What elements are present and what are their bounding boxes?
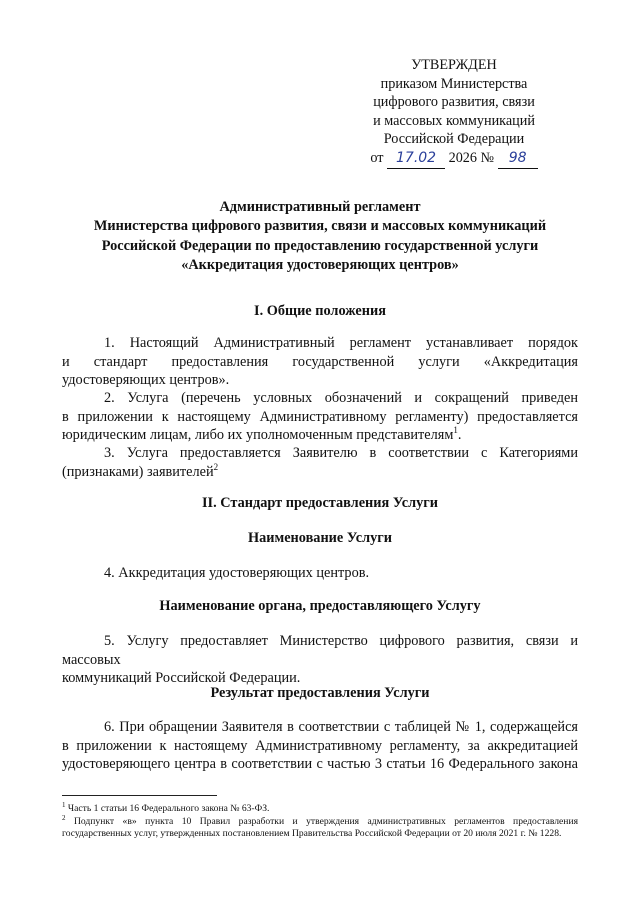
- title-line-4: «Аккредитация удостоверяющих центров»: [181, 257, 459, 274]
- footnote-ref-2: 2: [213, 461, 219, 472]
- approval-ministry-3: Российской Федерации: [383, 131, 525, 148]
- p5-line-2: коммуникаций Российской Федерации.: [62, 670, 301, 686]
- section-2-heading: II. Стандарт предоставления Услуги: [201, 495, 439, 511]
- handwritten-number: 98: [498, 149, 538, 169]
- footnote-ref-1: 1: [453, 425, 458, 436]
- paragraph-5: [62, 632, 578, 688]
- p1-line-3: удостоверяющих центров».: [62, 372, 230, 388]
- handwritten-date: 17.02: [387, 149, 445, 169]
- p6-line-3: удостоверяющего центра в соответствии с частью 3 статьи 16 Федерального закона: [62, 756, 578, 772]
- approval-year: 2026 №: [448, 149, 495, 166]
- approval-approved: УТВЕРЖДЕН: [411, 57, 497, 73]
- title-line-2: Министерства цифрового развития, связи и массовых коммуникаций: [93, 218, 547, 235]
- p1-line-2: и стандарт предоставления государственной услуги «Аккредитация: [62, 353, 578, 370]
- approval-block: [340, 56, 568, 169]
- document-title: [62, 198, 578, 276]
- paragraph-4: [62, 564, 578, 583]
- p3-line-1: 3. Услуга предоставляется Заявителю в соответствии с Категориями: [104, 445, 578, 461]
- footnote-1-text: Часть 1 статьи 16 Федерального закона № 63-ФЗ.: [67, 803, 270, 815]
- p3-line-2-text: (признаками) заявителей: [62, 463, 214, 480]
- heading-result: Результат предоставления Услуги: [210, 685, 430, 701]
- title-line-3: Российской Федерации по предоставлению государственной услуги: [101, 237, 539, 254]
- p3-line-2: [62, 463, 578, 482]
- p6-line-2: в приложении к настоящему Административному регламенту, за аккредитацией: [62, 737, 578, 754]
- footnote-2-text: Подпункт «в» пункта 10 Правил разработки и утверждения административных регламентов предоставления государственных услуг, утвержденных постановлением Правительства Российской Федерации от 20 июля 2021 г. № 1228.: [62, 816, 578, 840]
- p2-line-2: в приложении к настоящему Административному регламенту) предоставляется: [62, 408, 578, 425]
- approval-date-line: [340, 149, 568, 169]
- p5-line-1: 5. Услугу предоставляет Министерство цифрового развития, связи и массовых: [62, 633, 578, 668]
- paragraph-3: [62, 444, 578, 481]
- p2-line-3: [62, 426, 578, 445]
- title-line-1: Административный регламент: [219, 199, 421, 215]
- approval-order: приказом Министерства: [380, 75, 528, 92]
- footnote-2: [62, 812, 578, 841]
- p6-line-1: 6. При обращении Заявителя в соответствии с таблицей № 1, содержащейся: [104, 719, 578, 735]
- p2-line-3-end: .: [457, 427, 462, 443]
- p2-line-1: 2. Услуга (перечень условных обозначений и сокращений приведен: [104, 390, 578, 406]
- approval-ministry-2: и массовых коммуникаций: [373, 112, 535, 129]
- paragraph-6: [62, 718, 578, 774]
- footnote-1-mark: 1: [62, 801, 66, 809]
- section-1-heading: I. Общие положения: [254, 303, 386, 319]
- paragraph-2: [62, 389, 578, 445]
- p4-line-1: 4. Аккредитация удостоверяющих центров.: [104, 565, 370, 581]
- approval-from: от: [370, 149, 384, 166]
- p1-line-1: 1. Настоящий Административный регламент устанавливает порядок: [104, 335, 578, 351]
- footnote-2-mark: 2: [62, 814, 66, 822]
- paragraph-1: [62, 334, 578, 390]
- heading-service-name: Наименование Услуги: [247, 530, 393, 546]
- footnote-separator: [62, 795, 217, 796]
- heading-organ: Наименование органа, предоставляющего Услугу: [159, 598, 481, 614]
- p2-line-3-text: юридическим лицам, либо их уполномоченным представителям: [62, 427, 454, 443]
- approval-ministry-1: цифрового развития, связи: [373, 94, 535, 111]
